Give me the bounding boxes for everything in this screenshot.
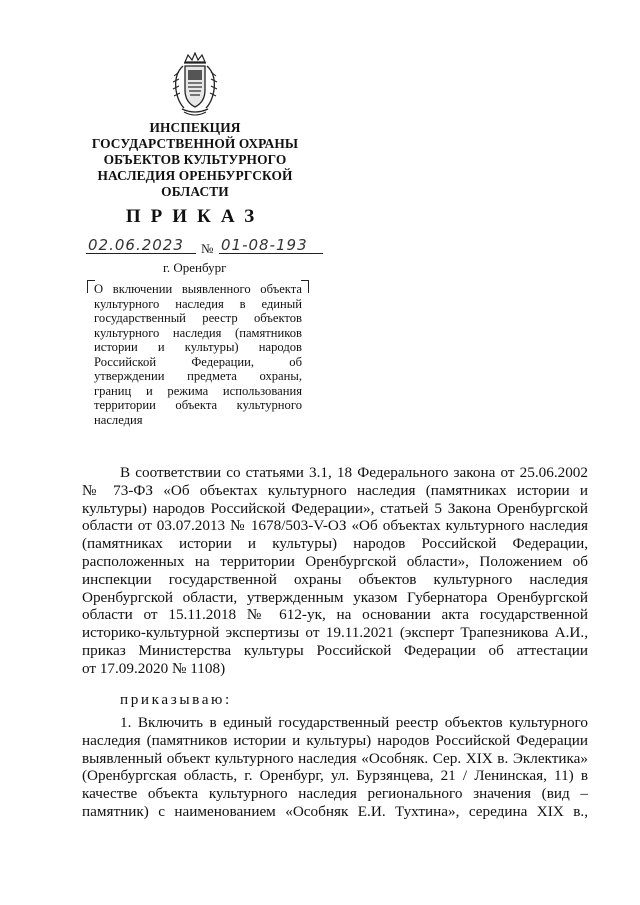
subject-line: О включении выявленного объекта	[94, 282, 302, 296]
preamble-paragraph	[82, 464, 588, 678]
preamble-line: от 17.09.2020 № 1108)	[82, 659, 226, 677]
org-line: ГОСУДАРСТВЕННОЙ ОХРАНЫ	[91, 136, 299, 151]
org-line: ОБЛАСТИ	[161, 184, 229, 199]
preamble-line: (памятниках истории и культуры) народов Российской Федерации,	[82, 535, 588, 553]
preamble-line: области от 03.07.2013 № 1678/503-V-ОЗ «Об объектах культурного наследия	[82, 517, 588, 535]
subject-line: государственный реестр объектов	[94, 311, 302, 325]
subject-line: истории и культуры) народов	[94, 340, 302, 354]
subject-line: утверждении предмета охраны,	[94, 369, 302, 383]
date-number-row	[0, 236, 640, 260]
preamble-line: историко-культурной экспертизы от 19.11.2021 (эксперт Трапезникова А.И.,	[82, 624, 588, 642]
subject-line: наследия	[94, 412, 143, 427]
preamble-line: № 73-ФЗ «Об объектах культурного наследия (памятниках истории и	[82, 481, 588, 499]
date-underline	[86, 253, 196, 254]
number-sign: №	[201, 241, 214, 256]
preamble-line: области от 15.11.2018 № 612-ук, на основании акта государственной	[82, 606, 588, 624]
handwritten-number: 01-08-193	[221, 236, 308, 254]
preamble-line: расположенных на территории Оренбургской области», Положением об	[82, 552, 588, 570]
subject-line: границ и режима использования	[94, 383, 302, 398]
org-line: ОБЪЕКТОВ КУЛЬТУРНОГО	[103, 152, 287, 167]
item-line: наследия (памятников истории и культуры) народов Российской Федерации	[82, 731, 588, 749]
subject-bracket-right	[301, 280, 309, 293]
order-item-1	[82, 714, 588, 821]
number-underline	[219, 253, 323, 254]
preamble-line: Оренбургской области, утвержденным указом Губернатора Оренбургской	[82, 588, 588, 606]
org-line: НАСЛЕДИЯ ОРЕНБУРГСКОЙ	[97, 168, 293, 183]
preamble-line: инспекции государственной охраны объектов культурного наследия	[82, 570, 588, 588]
preamble-line: культуры) народов Российской Федерации», статьей 5 Закона Оренбургской	[82, 499, 588, 517]
item-line: 1. Включить в единый государственный реестр объектов культурного	[120, 714, 588, 731]
preamble-line: В соответствии со статьями 3.1, 18 Федерального закона от 25.06.2002	[120, 464, 588, 481]
document-title: ПРИКАЗ	[125, 206, 265, 227]
subject-line: территории объекта культурного	[94, 398, 302, 412]
organization-name	[70, 120, 320, 200]
subject-line: Российской Федерации, об	[94, 354, 302, 369]
item-line: выявленный объект культурного наследия «Особняк. Сер. XIX в. Эклектика»	[82, 749, 588, 767]
item-line: (Оренбургская область, г. Оренбург, ул. Бурзянцева, 21 / Ленинская, 11) в	[82, 767, 588, 785]
city-label: г. Оренбург	[163, 260, 227, 275]
org-line: ИНСПЕКЦИЯ	[149, 120, 241, 135]
orenburg-coat-of-arms-icon	[172, 52, 218, 118]
item-line: памятник) с наименованием «Особняк Е.И. Тухтина», середина XIX в.,	[82, 802, 588, 820]
item-line: качестве объекта культурного наследия регионального значения (вид –	[82, 785, 588, 803]
preamble-line: приказ Министерства культуры Российской Федерации об аттестации	[82, 641, 588, 659]
subject-block	[94, 282, 302, 427]
subject-line: культурного наследия (памятников	[94, 325, 302, 340]
handwritten-date: 02.06.2023	[88, 236, 184, 254]
subject-line: культурного наследия в единый	[94, 296, 302, 311]
order-word: приказываю:	[120, 691, 232, 708]
